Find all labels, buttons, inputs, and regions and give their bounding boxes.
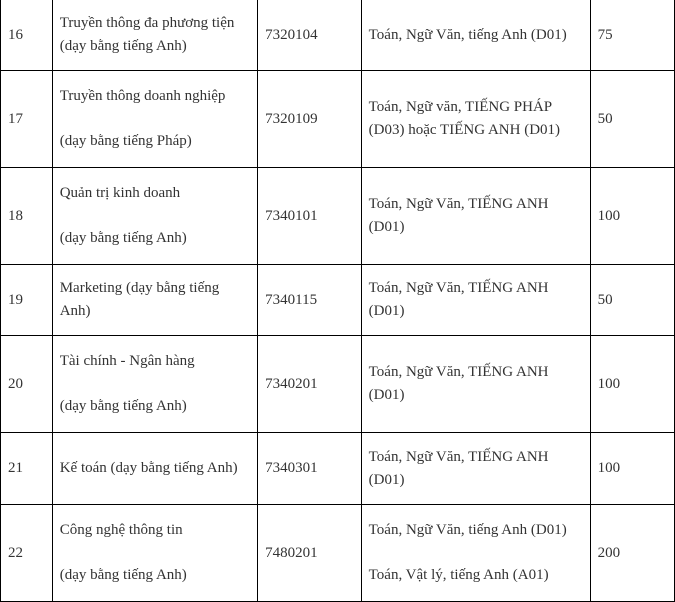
quota-cell [590,0,674,71]
stt-value: 20 [8,375,23,392]
table-row [1,71,675,168]
program-code: 7340115 [265,291,318,308]
subject-combination-cell [361,0,590,71]
program-code: 7340201 [265,375,318,392]
stt-cell [1,0,53,71]
quota-value: 75 [597,26,613,43]
program-code-cell [258,71,362,168]
table-row [1,0,675,71]
stt-cell [1,71,53,168]
subject-combination-line: Toán, Ngữ Văn, TIẾNG ANH [368,448,549,465]
line-gap [60,205,250,227]
quota-value: 100 [597,375,621,392]
table-body [1,0,675,602]
quota-value: 200 [597,544,621,561]
stt-value: 22 [8,544,23,561]
program-code: 7320109 [265,110,318,127]
program-name-cell [52,336,257,433]
stt-cell [1,265,53,336]
program-code-cell [258,505,362,602]
subject-combination-line: Toán, Vật lý, tiếng Anh (A01) [368,567,549,583]
table-row [1,336,675,433]
table-row [1,265,675,336]
subject-combination-cell [361,336,590,433]
subject-combination-cell [361,168,590,265]
line-gap [60,108,250,130]
program-name-line: Anh) [59,303,91,319]
program-name-cell [52,265,257,336]
program-name-line: (dạy bằng tiếng Pháp) [59,133,192,149]
program-code: 7340101 [265,207,318,224]
table-row [1,433,675,505]
program-code: 7320104 [265,26,318,43]
subject-combination-line: (D01) [368,219,405,235]
program-name-cell [52,168,257,265]
program-code-cell [258,433,362,505]
subject-combination-line: Toán, Ngữ Văn, tiếng Anh (D01) [368,26,567,43]
subject-combination-line: (D01) [368,471,405,488]
program-code: 7480201 [265,544,318,561]
program-name-line: (dạy bằng tiếng Anh) [59,567,187,583]
line-gap [369,542,583,564]
table-row [1,168,675,265]
table-row [1,505,675,602]
program-name-line: Marketing (dạy bằng tiếng [59,280,220,296]
line-gap [60,542,250,564]
program-name-line: Tài chính - Ngân hàng [59,353,195,369]
stt-cell [1,336,53,433]
program-name-cell [52,0,257,71]
subject-combination-cell [361,505,590,602]
program-name-cell [52,505,257,602]
subject-combination-line: (D01) [368,303,405,319]
quota-cell [590,433,674,505]
stt-cell [1,505,53,602]
subject-combination-cell [361,433,590,505]
quota-value: 100 [597,460,621,476]
program-name-line: (dạy bằng tiếng Anh) [59,230,187,246]
subject-combination-cell [361,71,590,168]
line-gap [60,373,250,395]
program-name-cell [52,71,257,168]
program-name-line: Quản trị kinh doanh [59,185,181,201]
subject-combination-cell [361,265,590,336]
quota-value: 50 [597,291,613,308]
quota-cell [590,505,674,602]
program-name-line: Truyền thông đa phương tiện [59,15,235,31]
quota-cell [590,265,674,336]
subject-combination-line: Toán, Ngữ Văn, TIẾNG ANH [368,196,549,212]
stt-cell [1,168,53,265]
program-name-line: (dạy bằng tiếng Anh) [59,38,187,54]
stt-value: 21 [8,460,23,476]
subject-combination-line: Toán, Ngữ Văn, TIẾNG ANH [368,364,549,380]
program-name-line: Kế toán (dạy bằng tiếng Anh) [59,460,238,476]
subject-combination-line: Toán, Ngữ văn, TIẾNG PHÁP [368,99,553,115]
stt-value: 16 [8,26,23,43]
stt-value: 19 [8,291,23,308]
program-name-line: (dạy bằng tiếng Anh) [59,398,187,414]
stt-value: 17 [8,110,23,127]
program-code-cell [258,336,362,433]
stt-cell [1,433,53,505]
stt-value: 18 [8,207,23,224]
program-code-cell [258,265,362,336]
program-name-line: Công nghệ thông tin [59,522,183,538]
quota-cell [590,71,674,168]
subject-combination-line: Toán, Ngữ Văn, tiếng Anh (D01) [368,522,567,538]
quota-value: 50 [597,110,613,127]
quota-cell [590,168,674,265]
program-code-cell [258,168,362,265]
subject-combination-line: Toán, Ngữ Văn, TIẾNG ANH [368,280,549,296]
subject-combination-line: (D03) hoặc TIẾNG ANH (D01) [368,122,561,138]
quota-value: 100 [597,207,621,224]
subject-combination-line: (D01) [368,387,405,403]
program-code: 7340301 [265,460,318,476]
program-name-cell [52,433,257,505]
program-code-cell [258,0,362,71]
program-name-line: Truyền thông doanh nghiệp [59,88,226,104]
quota-cell [590,336,674,433]
